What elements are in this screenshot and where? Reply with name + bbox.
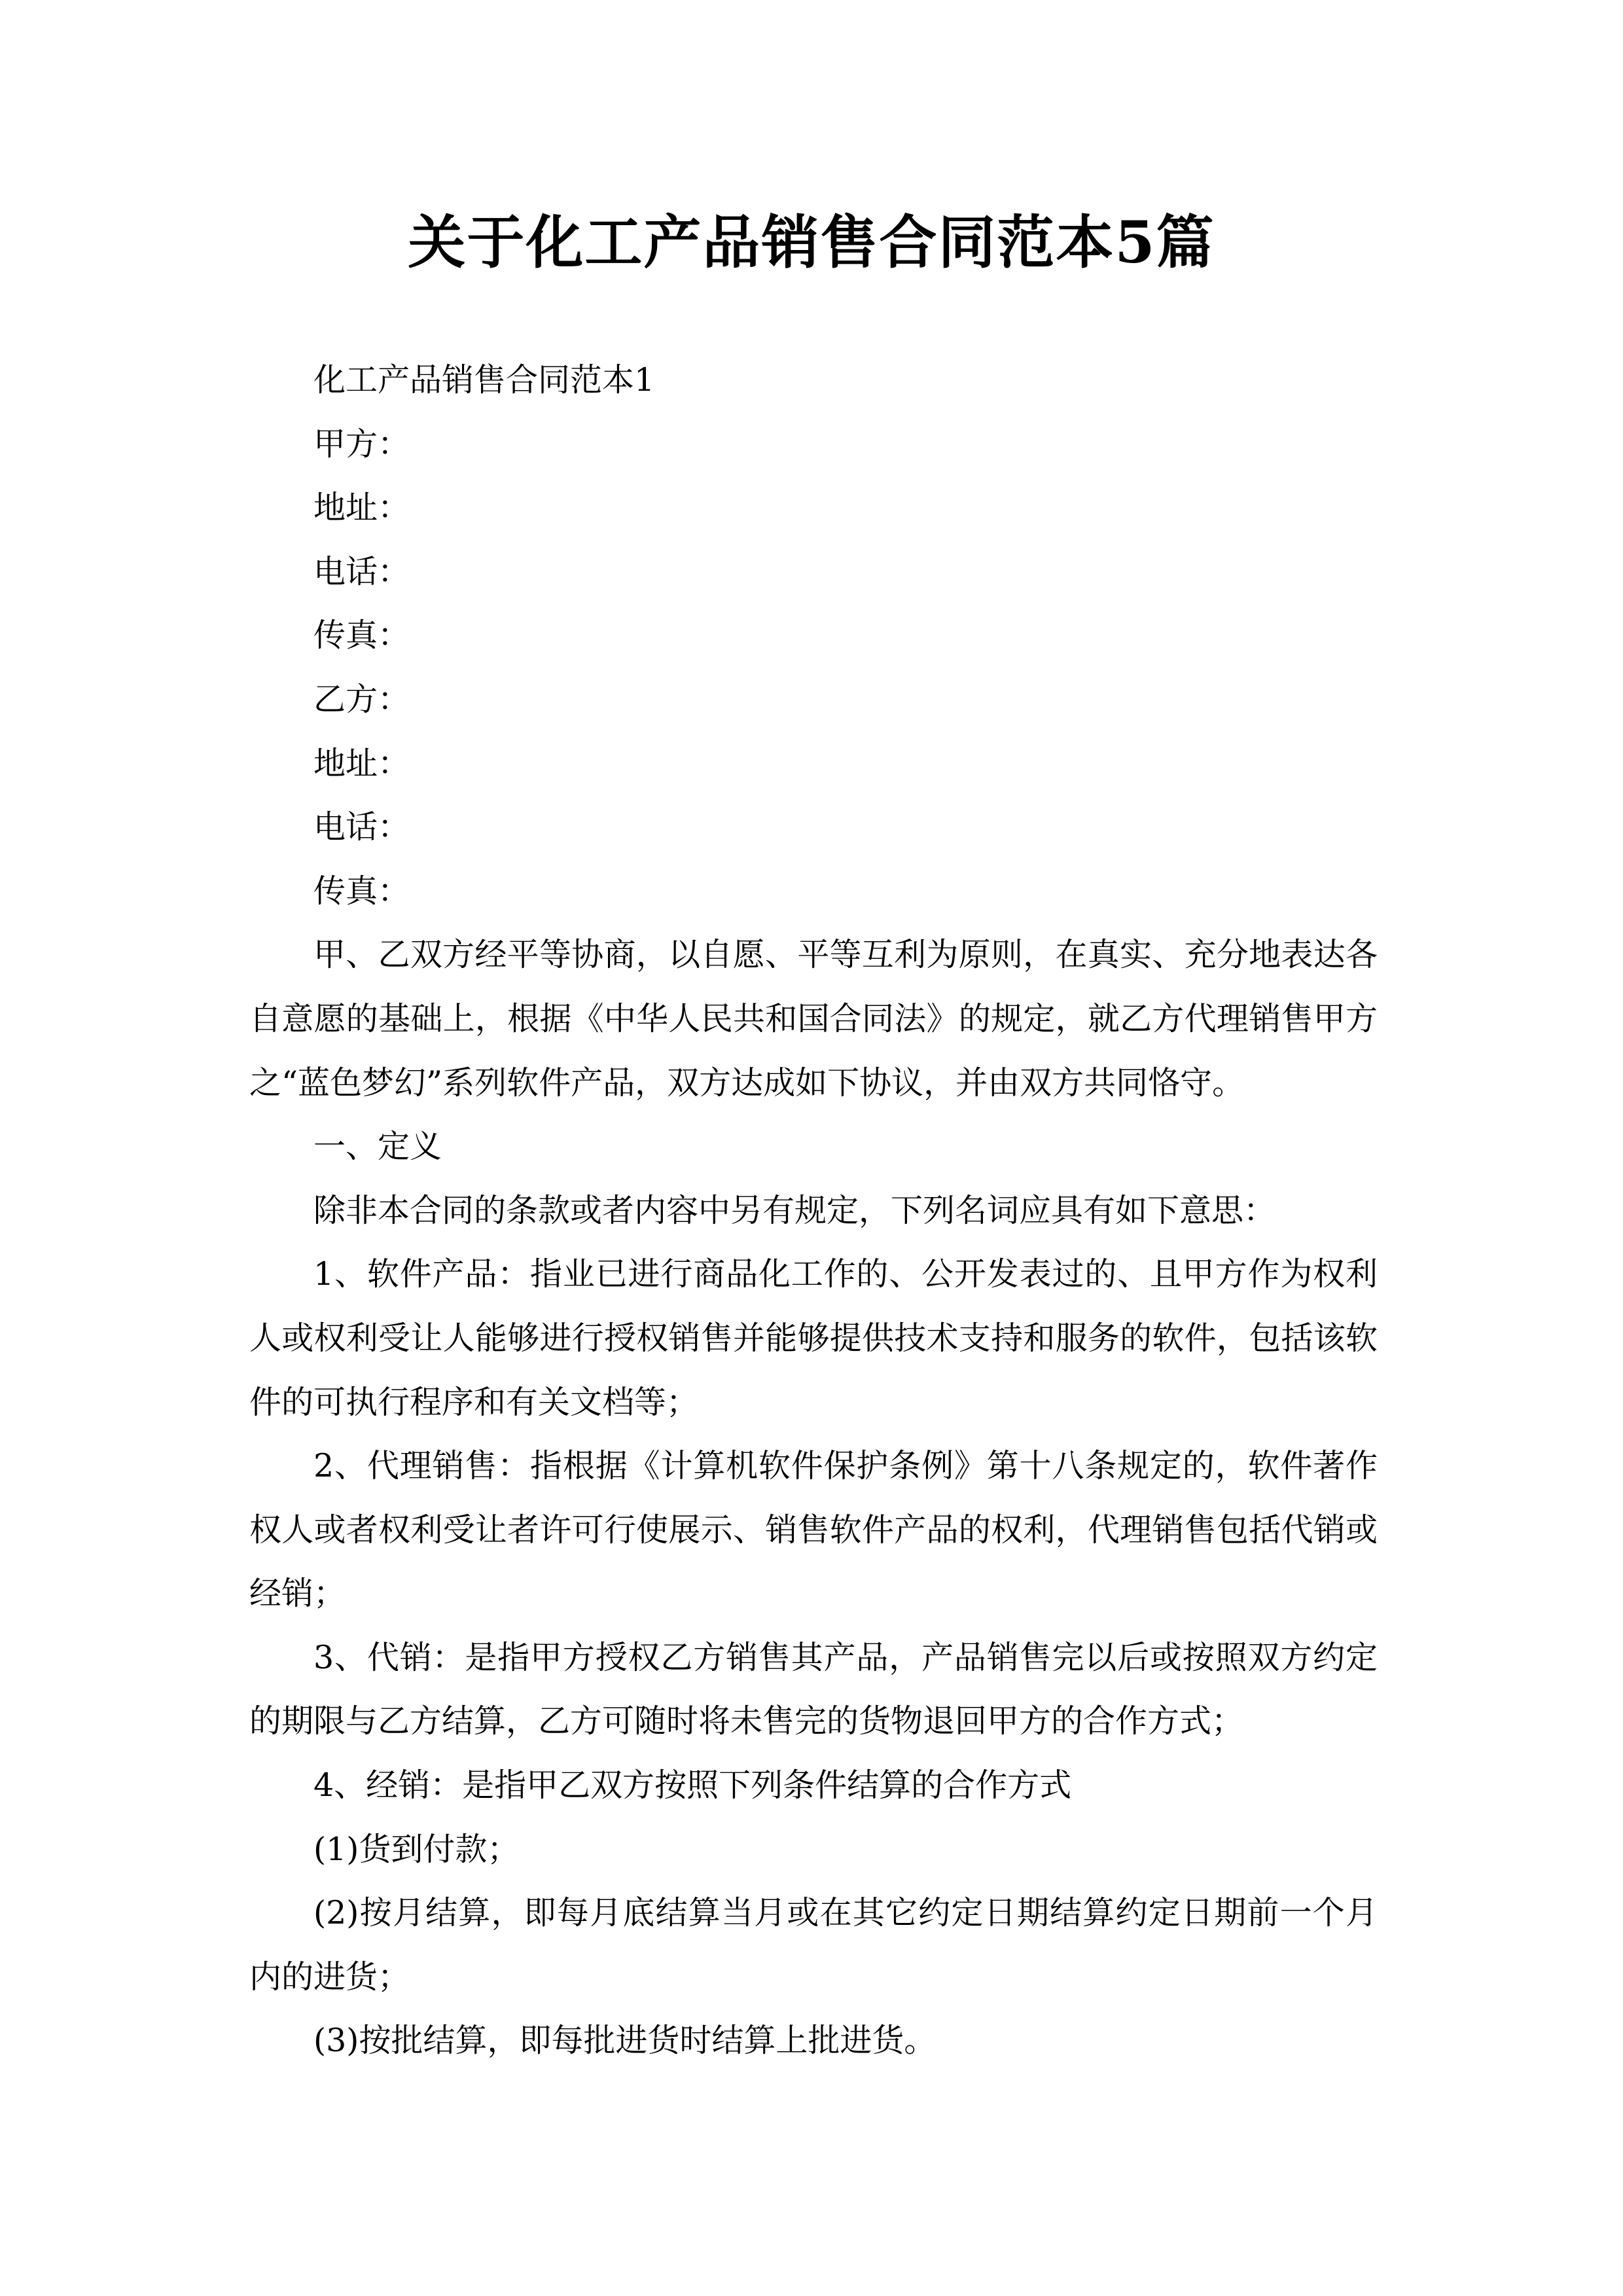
definition-distribution: 4、经销：是指甲乙双方按照下列条件结算的合作方式: [313, 1767, 1072, 1804]
section-heading-definitions: 一、定义: [313, 1128, 442, 1166]
definition-consignment: 3、代销：是指甲方授权乙方销售其产品，产品销售完以后或按照双方约定的期限与乙方结算，乙方可随时将未售完的货物退回甲方的合作方式；: [249, 1638, 1378, 1740]
section-heading-contract-1: 化工产品销售合同范本1: [313, 361, 655, 399]
party-a-field: 甲方：: [313, 425, 410, 463]
party-a-fax-field: 传真：: [313, 617, 410, 655]
settlement-option-3: (3)按批结算，即每批进货时结算上批进货。: [313, 2022, 936, 2060]
party-b-field: 乙方：: [313, 680, 410, 718]
document-title: 关于化工产品销售合同范本5篇: [408, 208, 1215, 276]
definitions-intro-paragraph: 除非本合同的条款或者内容中另有规定，下列名词应具有如下意思：: [313, 1191, 1276, 1229]
party-a-address-field: 地址：: [313, 489, 410, 527]
settlement-option-2: (2)按月结算，即每月底结算当月或在其它约定日期结算约定日期前一个月内的进货；: [249, 1894, 1378, 1996]
preamble-paragraph: 甲、乙双方经平等协商，以自愿、平等互利为原则，在真实、充分地表达各自意愿的基础上，根据《中华人民共和国合同法》的规定，就乙方代理销售甲方之“蓝色梦幻”系列软件产品，双方达成如下协议，并由双方共同恪守。: [249, 936, 1378, 1102]
party-b-fax-field: 传真：: [313, 872, 410, 910]
document-body: [249, 348, 1378, 2073]
definition-software-product: 1、软件产品：指业已进行商品化工作的、公开发表过的、且甲方作为权利人或权利受让人能够进行授权销售并能够提供技术支持和服务的软件，包括该软件的可执行程序和有关文档等；: [249, 1255, 1378, 1421]
settlement-option-1: (1)货到付款；: [313, 1830, 520, 1868]
party-b-address-field: 地址：: [313, 744, 410, 782]
party-b-phone-field: 电话：: [313, 808, 410, 846]
definition-agency-sales: 2、代理销售：指根据《计算机软件保护条例》第十八条规定的，软件著作权人或者权利受让者许可行使展示、销售软件产品的权利，代理销售包括代销或经销；: [249, 1447, 1378, 1613]
party-a-phone-field: 电话：: [313, 552, 410, 590]
